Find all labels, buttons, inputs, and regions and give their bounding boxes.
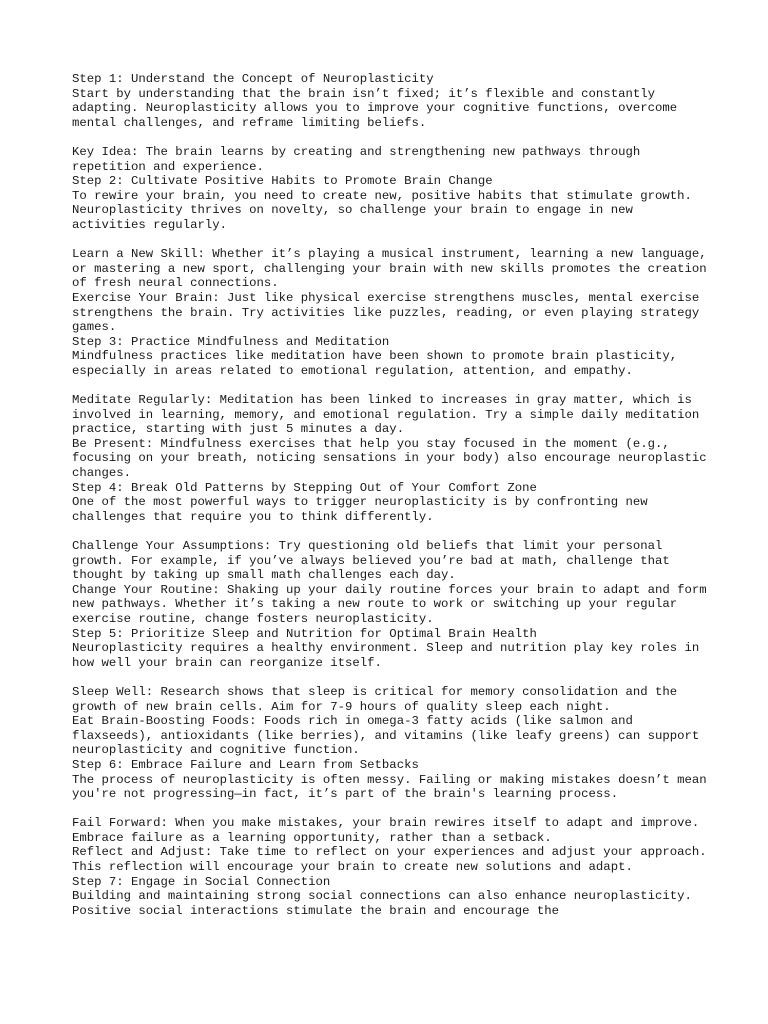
step-5-intro: Neuroplasticity requires a healthy environment. Sleep and nutrition play key roles in how well your brain can reorganize itself.: [72, 641, 707, 670]
blank-line: [72, 130, 712, 145]
step-1-heading: Step 1: Understand the Concept of Neuroplasticity: [72, 72, 434, 86]
meditate-regularly-text: Meditate Regularly: Meditation has been linked to increases in gray matter, which is involved in learning, memory, and emotional regulation. Try a simple daily meditation practice, starting with just 5 minutes a day.: [72, 393, 707, 437]
step-7-intro: Building and maintaining strong social connections can also enhance neuroplasticity. Positive social interactions stimulate the brain and encourage the: [72, 889, 700, 918]
blank-line: [72, 233, 712, 248]
document-page: [72, 72, 715, 918]
step-3-intro: Mindfulness practices like meditation have been shown to promote brain plasticity, especially in areas related to emotional regulation, attention, and empathy.: [72, 349, 685, 378]
blank-line: [72, 802, 712, 817]
blank-line: [72, 670, 712, 685]
learn-new-skill-text: Learn a New Skill: Whether it’s playing a musical instrument, learning a new language, or mastering a new sport, challenging your brain with new skills promotes the creation of fresh neural connections.: [72, 247, 715, 291]
key-idea-text: Key Idea: The brain learns by creating and strengthening new pathways through repetition and experience.: [72, 144, 648, 174]
step-4-intro: One of the most powerful ways to trigger neuroplasticity is by confronting new challenges that require you to think differently.: [72, 495, 655, 524]
fail-forward-text: Fail Forward: When you make mistakes, your brain rewires itself to adapt and improve. Embrace failure as a learning opportunity, rather than a setback.: [72, 816, 707, 845]
step-5-heading: Step 5: Prioritize Sleep and Nutrition for Optimal Brain Health: [72, 626, 537, 641]
step-4-heading: Step 4: Break Old Patterns by Stepping Out of Your Comfort Zone: [72, 480, 537, 495]
reflect-adjust-text: Reflect and Adjust: Take time to reflect on your experiences and adjust your approach. This reflection will encourage your brain to create new solutions and adapt.: [72, 845, 715, 875]
change-routine-text: Change Your Routine: Shaking up your daily routine forces your brain to adapt and form new pathways. Whether it’s taking a new route to work or switching up your regular exercise routine, change fosters neuroplasticity.: [72, 582, 715, 626]
step-2-heading: Step 2: Cultivate Positive Habits to Promote Brain Change: [72, 174, 493, 189]
step-6-heading: Step 6: Embrace Failure and Learn from Setbacks: [72, 757, 419, 772]
step-7-heading: Step 7: Engage in Social Connection: [72, 874, 331, 889]
challenge-assumptions-text: Challenge Your Assumptions: Try questioning old beliefs that limit your personal growth. For example, if you’ve always believed you’re bad at math, challenge that thought by taking up small math challenges each day.: [72, 539, 678, 583]
step-2-intro: To rewire your brain, you need to create new, positive habits that stimulate growth. Neuroplasticity thrives on novelty, so challenge your brain to engage in new activities regularly.: [72, 188, 700, 232]
blank-line: [72, 524, 712, 539]
be-present-text: Be Present: Mindfulness exercises that help you stay focused in the moment (e.g., focusing on your breath, noticing sensations in your body) also encourage neuroplastic changes.: [72, 436, 715, 481]
sleep-well-text: Sleep Well: Research shows that sleep is critical for memory consolidation and the growth of new brain cells. Aim for 7-9 hours of quality sleep each night.: [72, 684, 685, 714]
step-6-intro: The process of neuroplasticity is often messy. Failing or making mistakes doesn’t mean you're not progressing—in fact, it’s part of the brain's learning process.: [72, 772, 715, 802]
blank-line: [72, 378, 712, 393]
step-3-heading: Step 3: Practice Mindfulness and Meditation: [72, 334, 390, 349]
brain-foods-text: Eat Brain-Boosting Foods: Foods rich in omega-3 fatty acids (like salmon and flaxseeds), antioxidants (like berries), and vitamins (like leafy greens) can support neuroplasticity and cognitive function.: [72, 714, 707, 758]
step-1-intro: Start by understanding that the brain isn’t fixed; it’s flexible and constantly adapting. Neuroplasticity allows you to improve your cognitive functions, overcome mental challenges, and reframe limiting beliefs.: [72, 86, 685, 130]
exercise-brain-text: Exercise Your Brain: Just like physical exercise strengthens muscles, mental exercise strengthens the brain. Try activities like puzzles, reading, or even playing strategy games.: [72, 290, 707, 335]
